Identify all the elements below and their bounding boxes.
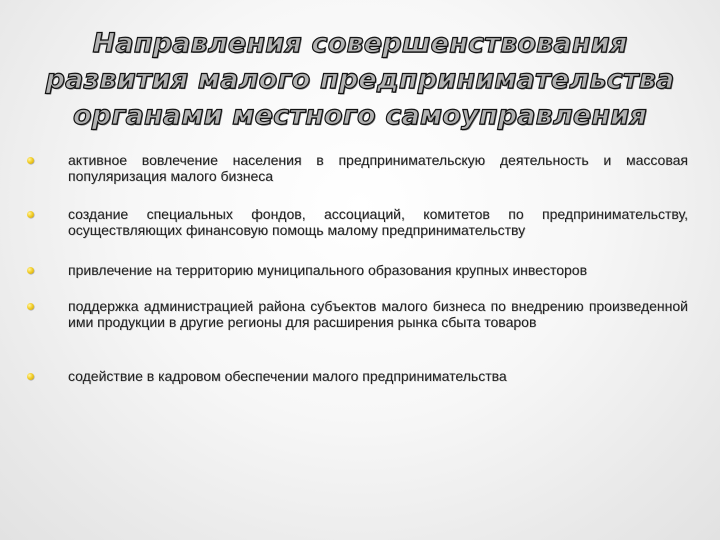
title-line-3: органами местного самоуправления [73,100,647,131]
bullet-text-2: создание специальных фондов, ассоциаций, комитетов по предпринимательству, осуществляющих финансовую помощь малому предпринимательству [68,206,688,238]
bullet-text-4: поддержка администрацией района субъектов малого бизнеса по внедрению произведенной ими продукции в другие регионы для расширения рынка сбыта товаров [68,298,688,330]
slide-title [30,26,690,134]
bullet-dot-icon [27,303,34,310]
bullet-text-1: активное вовлечение населения в предпринимательскую деятельность и массовая популяризация малого бизнеса [68,152,688,184]
bullet-text-3: привлечение на территорию муниципального образования крупных инвесторов [68,262,588,278]
bullet-dot-icon [27,267,34,274]
bullet-dot-icon [27,373,34,380]
bullet-text-5: содействие в кадровом обеспечении малого предпринимательства [68,368,507,384]
bullet-dot-icon [27,211,34,218]
bullet-dot-icon [27,157,34,164]
title-line-2: развития малого предпринимательства [45,64,675,95]
title-line-1: Направления совершенствования [92,28,628,59]
